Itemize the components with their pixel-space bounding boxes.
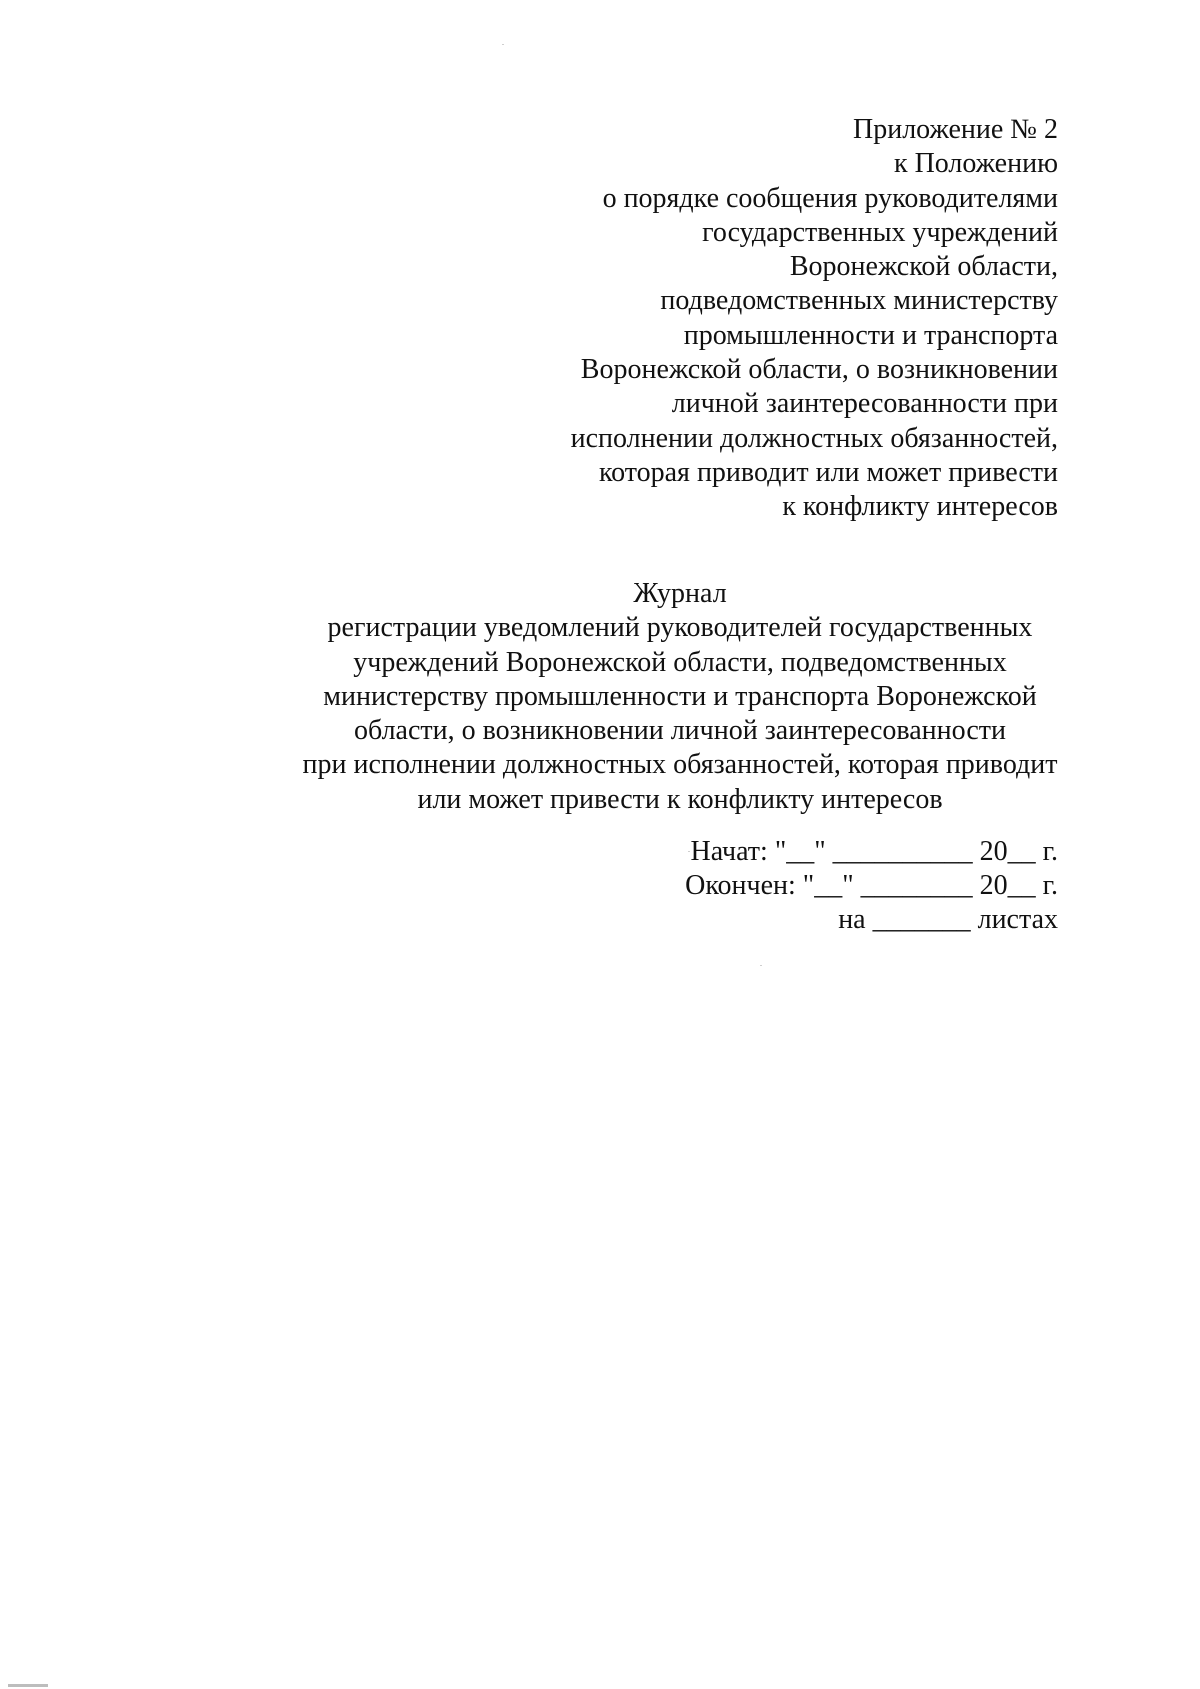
appendix-line: личной заинтересованности при — [671, 388, 1058, 420]
journal-subtitle-line: учреждений Воронежской области, подведомственных — [353, 646, 1007, 678]
appendix-line: Воронежской области, — [789, 251, 1058, 283]
scan-edge-mark — [8, 1684, 48, 1687]
journal-title: Журнал — [633, 578, 727, 609]
appendix-line: исполнении должностных обязанностей, — [570, 422, 1058, 454]
appendix-line-regulation: к Положению — [893, 148, 1058, 180]
journal-subtitle-line: или может привести к конфликту интересов — [417, 783, 943, 815]
appendix-header — [498, 113, 1058, 525]
journal-date-fields — [638, 835, 1058, 937]
scan-speck — [760, 965, 762, 966]
appendix-line: к конфликту интересов — [782, 491, 1058, 523]
journal-title-block — [260, 577, 1100, 817]
journal-subtitle-line: при исполнении должностных обязанностей, которая приводит — [302, 749, 1058, 781]
appendix-line: Воронежской области, о возникновении — [580, 354, 1058, 386]
appendix-line: которая приводит или может привести — [598, 456, 1058, 488]
appendix-line: подведомственных министерству — [660, 285, 1058, 317]
scan-speck — [688, 851, 690, 852]
journal-subtitle-line: регистрации уведомлений руководителей государственных — [327, 612, 1033, 644]
sheets-count-field: на _______ листах — [838, 904, 1058, 935]
appendix-line: промышленности и транспорта — [683, 319, 1058, 351]
appendix-line-number: Приложение № 2 — [853, 114, 1058, 145]
scan-speck — [502, 44, 504, 45]
started-date-field: Начат: "__" __________ 20__ г. — [690, 836, 1058, 867]
appendix-line: государственных учреждений — [702, 216, 1058, 248]
finished-date-field: Окончен: "__" ________ 20__ г. — [685, 870, 1058, 901]
journal-subtitle-line: области, о возникновении личной заинтересованности — [354, 715, 1006, 747]
journal-subtitle-line: министерству промышленности и транспорта Воронежской — [323, 680, 1037, 712]
appendix-line: о порядке сообщения руководителями — [602, 182, 1058, 214]
